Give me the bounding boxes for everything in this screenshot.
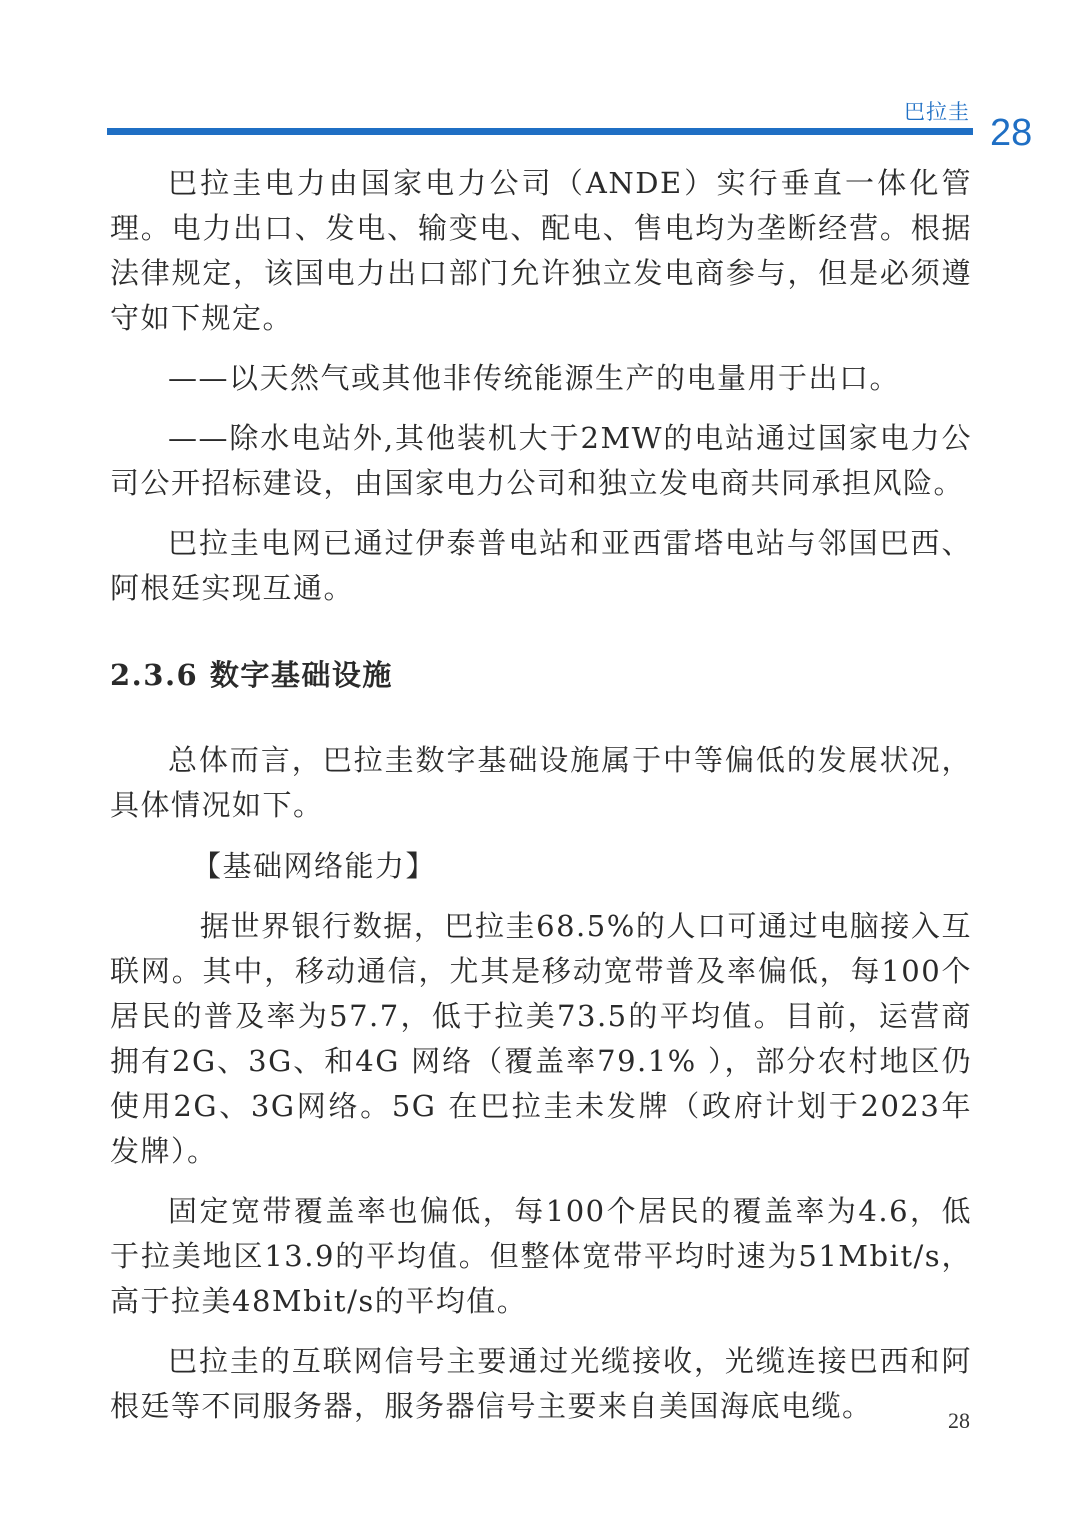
header-divider [107, 128, 973, 135]
section-heading: 2.3.6 数字基础设施 [110, 658, 393, 692]
paragraph-power-management: 巴拉圭电力由国家电力公司（ANDE）实行垂直一体化管理。电力出口、发电、输变电、配电、售电均为垄断经营。根据法律规定，该国电力出口部门允许独立发电商参与，但是必须遵守如下规定。 [110, 166, 972, 335]
subheading-network-capacity: 【基础网络能力】 [192, 849, 437, 883]
paragraph-digital-overview: 总体而言，巴拉圭数字基础设施属于中等偏低的发展状况，具体情况如下。 [110, 743, 972, 822]
paragraph-fiber-cable: 巴拉圭的互联网信号主要通过光缆接收，光缆连接巴西和阿根廷等不同服务器，服务器信号主要来自美国海底电缆。 [110, 1344, 972, 1423]
page-number: 28 [948, 1408, 970, 1433]
section-tab-number: 28 [990, 112, 1033, 154]
paragraph-rule-2: ——除水电站外,其他装机大于2MW的电站通过国家电力公司公开招标建设，由国家电力公司和独立发电商共同承担风险。 [110, 421, 972, 500]
running-header-title: 巴拉圭 [904, 100, 970, 124]
paragraph-rule-1: ——以天然气或其他非传统能源生产的电量用于出口。 [168, 361, 901, 395]
paragraph-grid-interconnection: 巴拉圭电网已通过伊泰普电站和亚西雷塔电站与邻国巴西、阿根廷实现互通。 [110, 526, 972, 605]
paragraph-mobile-network: 据世界银行数据，巴拉圭68.5%的人口可通过电脑接入互联网。其中，移动通信，尤其是移动宽带普及率偏低，每100个居民的普及率为57.7，低于拉美73.5的平均值。目前，运营商拥有2G、3G、和4G 网络（覆盖率79.1% ），部分农村地区仍使用2G、3G网络。5G 在巴拉圭未发牌（政府计划于2023年发牌）。 [110, 909, 972, 1168]
paragraph-fixed-broadband: 固定宽带覆盖率也偏低，每100个居民的覆盖率为4.6，低于拉美地区13.9的平均值。但整体宽带平均时速为51Mbit/s，高于拉美48Mbit/s的平均值。 [110, 1194, 972, 1318]
page-body [110, 161, 972, 1429]
